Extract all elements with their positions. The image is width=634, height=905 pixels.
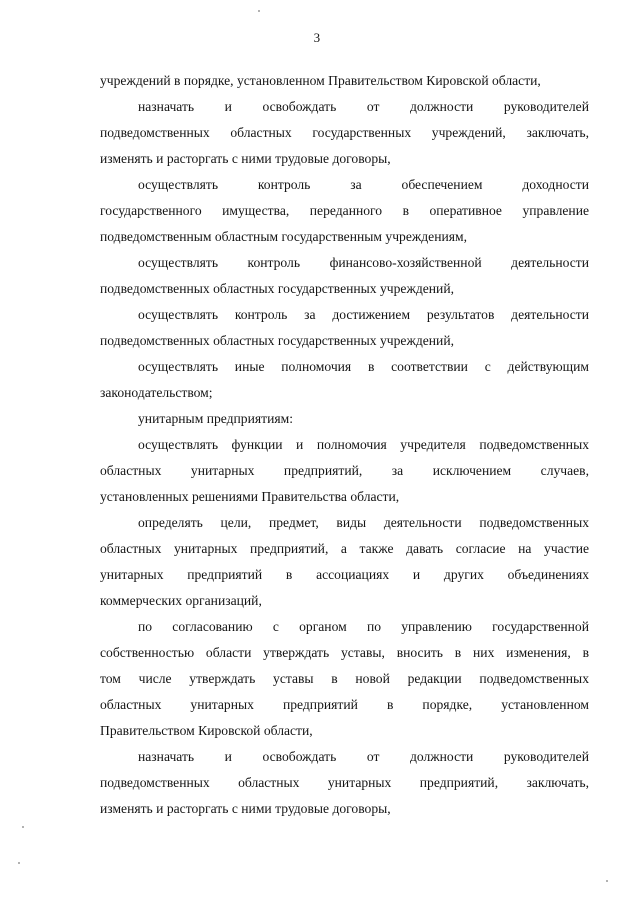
scan-speck [22,826,24,828]
text-line: подведомственных областных унитарных предприятий, заключать, [100,775,589,790]
text-line: том числе утверждать уставы в новой редакции подведомственных [100,671,589,686]
text-line: областных унитарных предприятий, за исключением случаев, [100,463,589,478]
paragraph [100,354,589,406]
text-line: изменять и расторгать с ними трудовые договоры, [100,151,391,166]
scan-speck [606,880,608,882]
paragraph [100,250,589,302]
text-line: установленных решениями Правительства области, [100,489,400,504]
text-line: унитарным предприятиям: [138,411,293,426]
text-line: коммерческих организаций, [100,593,262,608]
text-line: учреждений в порядке, установленном Правительством Кировской области, [100,73,541,88]
text-line: государственного имущества, переданного в оперативное управление [100,203,589,218]
text-line: изменять и расторгать с ними трудовые договоры, [100,801,391,816]
page-number: 3 [313,30,321,45]
text-line: подведомственных областных государственных учреждений, [100,281,455,296]
text-line: осуществлять иные полномочия в соответствии с действующим [138,359,589,374]
text-line: определять цели, предмет, виды деятельности подведомственных [138,515,589,530]
text-line: назначать и освобождать от должности руководителей [138,99,589,114]
text-line: по согласованию с органом по управлению государственной [138,619,589,634]
scan-speck [18,862,20,864]
document-body [100,68,589,822]
text-line: осуществлять контроль финансово-хозяйственной деятельности [138,255,589,270]
paragraph [100,510,589,614]
paragraph [100,172,589,250]
text-line: осуществлять контроль за достижением результатов деятельности [138,307,589,322]
text-line: подведомственных областных государственных учреждений, [100,333,455,348]
paragraph [100,744,589,822]
text-line: законодательством; [100,385,213,400]
paragraph [100,302,589,354]
text-line: областных унитарных предприятий в порядке, установленном [100,697,589,712]
paragraph [100,614,589,744]
text-line: назначать и освобождать от должности руководителей [138,749,589,764]
text-line: осуществлять функции и полномочия учредителя подведомственных [138,437,589,452]
text-line: подведомственным областным государственным учреждениям, [100,229,468,244]
scan-speck [258,10,260,12]
text-line: осуществлять контроль за обеспечением доходности [138,177,589,192]
text-line: собственностью области утверждать уставы, вносить в них изменения, в [100,645,589,660]
text-line: Правительством Кировской области, [100,723,313,738]
text-line: областных унитарных предприятий, а также давать согласие на участие [100,541,589,556]
paragraph [100,68,589,94]
paragraph [100,94,589,172]
paragraph [100,406,589,432]
text-line: подведомственных областных государственных учреждений, заключать, [100,125,589,140]
paragraph [100,432,589,510]
text-line: унитарных предприятий в ассоциациях и других объединениях [100,567,589,582]
